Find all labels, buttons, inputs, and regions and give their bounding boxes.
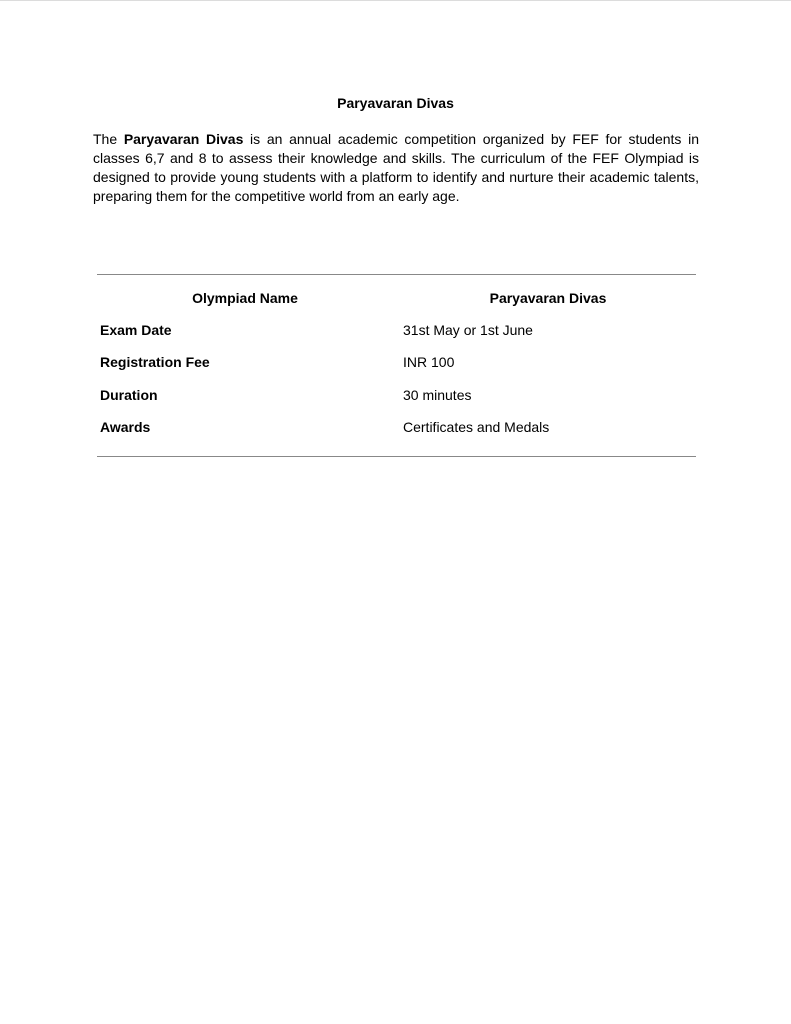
header-value: Paryavaran Divas [489, 290, 607, 306]
row-label: Exam Date [100, 322, 172, 338]
document-title: Paryavaran Divas [337, 95, 454, 111]
intro-rest: is an annual academic competition organized by FEF for students in classes 6,7 and 8 to assess their knowledge and skills. The curriculum of the FEF Olympiad is designed to provide young students with a platform to identify and nurture their academic talents, preparing them for the competitive world from an early age. [93, 131, 699, 204]
row-label: Registration Fee [100, 354, 210, 370]
intro-bold-name: Paryavaran Divas [123, 131, 244, 147]
intro-paragraph [93, 130, 699, 206]
page-top-border [0, 0, 791, 1]
table-row [97, 385, 696, 405]
olympiad-info-table [97, 274, 696, 457]
table-header-row [97, 288, 696, 308]
header-label: Olympiad Name [192, 290, 298, 306]
row-value: INR 100 [403, 354, 455, 370]
intro-prefix: The [93, 131, 124, 147]
row-value: Certificates and Medals [403, 419, 550, 435]
table-row [97, 417, 696, 437]
row-value: 30 minutes [403, 387, 472, 403]
table-row [97, 352, 696, 372]
table-row [97, 320, 696, 340]
row-label: Duration [100, 387, 158, 403]
row-label: Awards [100, 419, 151, 435]
row-value: 31st May or 1st June [403, 322, 533, 338]
